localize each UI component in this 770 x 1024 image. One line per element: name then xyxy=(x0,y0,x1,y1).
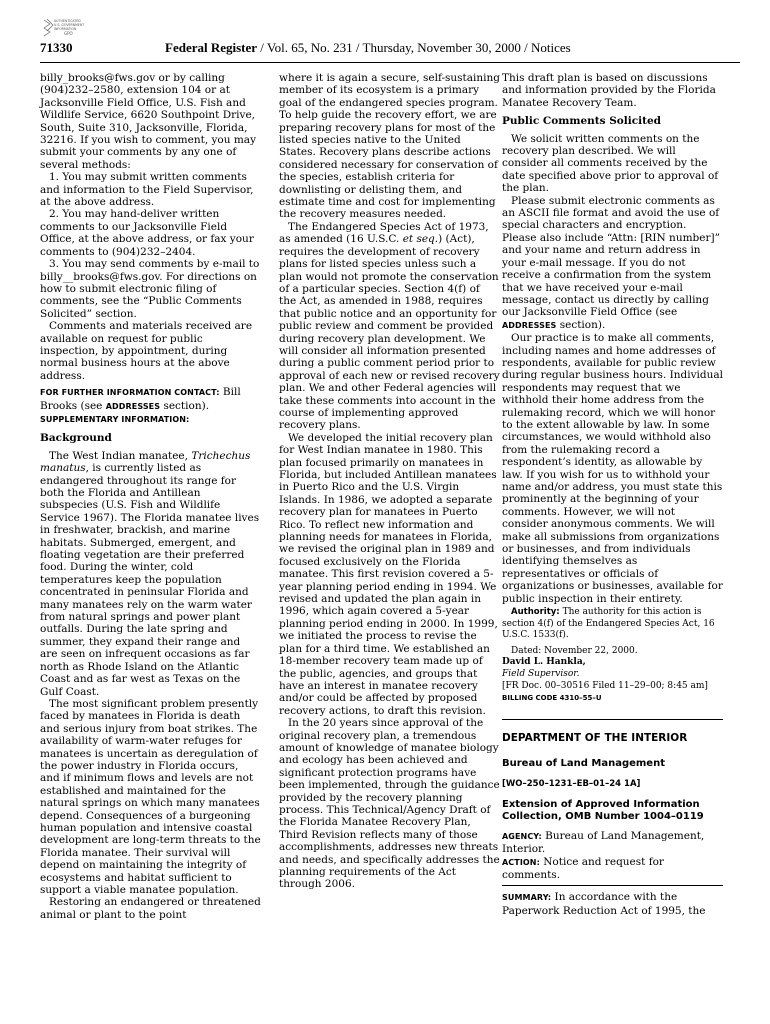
column-3 xyxy=(502,72,723,917)
summary-line xyxy=(502,891,723,917)
addresses-ref: ADDRESSES xyxy=(105,401,161,411)
docket-number: [WO–250–1231–EB–01–24 1A] xyxy=(502,779,641,790)
authority-label: Authority: xyxy=(511,607,560,618)
authority-text: The authority for this action is section 4(f) of the Endangered Species Act, 16 U.S.C. 1533(f). xyxy=(502,607,715,641)
bureau-heading: Bureau of Land Management xyxy=(502,758,665,770)
publication-name: Federal Register xyxy=(165,40,258,55)
agency-line xyxy=(502,830,723,856)
text: ) (Act), requires the development of recovery plans for listed species unless such a plan would not promote the conservation of a particular species. Section 4(f) of the Act, as amended in 1988, requires that public notice and an opportunity for public review and comment be provided during recovery plan development. We will consider all information presented during a public comment period prior to approval of each new or revised recovery plan. We and other Federal agencies will take these comments into account in the course of implementing approved recovery plans. xyxy=(279,233,500,432)
paragraph xyxy=(40,450,261,698)
paragraph: We developed the initial recovery plan for West Indian manatee in 1980. This plan focused primarily on manatees in Florida, but included Antillean manatees in Puerto Rico and the U.S. Virgin Islands. In 1986, we adopted a separate recovery plan for manatees in Puerto Rico. To reflect new information and planning needs for manatees in Florida, we revised the original plan in 1989 and focused exclusively on the Florida manatee. This first revision covered a 5-year planning period ending in 1994. We revised and updated the plan again in 1996, which again covered a 5-year planning period ending in 2000. In 1999, we initiated the process to revise the plan for a third time. We established an 18-member recovery team made up of the public, agencies, and groups that have an interest in manatee recovery and/or could be affected by proposed recovery actions, to draft this revision. xyxy=(279,431,498,717)
paragraph: Restoring an endangered or threatened animal or plant to the point xyxy=(40,896,261,921)
further-info-end: section). xyxy=(160,399,210,412)
paragraph: We solicit written comments on the recovery plan described. We will consider all comments received by the date specified above prior to approval of the plan. xyxy=(502,132,719,195)
svg-text:GPO: GPO xyxy=(64,31,73,36)
paragraph: 3. You may send comments by e-mail to billy__brooks@fws.gov. For directions on how to submit electronic filing of comments, see the “Public Comments Solicited” section. xyxy=(40,258,260,320)
summary-divider xyxy=(502,885,723,886)
column-2 xyxy=(279,72,500,891)
text: The West Indian manatee, xyxy=(49,449,192,462)
page-number: 71330 xyxy=(40,40,73,55)
text: section). xyxy=(556,318,606,331)
summary-text: In accordance with the Paperwork Reduction Act of 1995, the xyxy=(502,891,706,917)
department-heading: DEPARTMENT OF THE INTERIOR xyxy=(502,731,688,744)
addresses-ref: ADDRESSES xyxy=(502,320,557,330)
signer-name: David L. Hankla, xyxy=(502,657,586,668)
paragraph: In the 20 years since approval of the original recovery plan, a tremendous amount of knowledge of manatee biology and ecology has been achieved and significant protection programs have been implemented, through the guidance provided by the recovery planning process. This Technical/Agency Draft of the Florida Manatee Recovery Plan, Third Revision reflects many of those accomplishments, addresses new threats and needs, and specifically addresses the planning requirements of the Act through 2006. xyxy=(279,717,500,891)
background-heading: Background xyxy=(40,432,112,445)
agency-label: AGENCY: xyxy=(502,831,542,841)
paragraph: 1. You may submit written comments and information to the Field Supervisor, at the above address. xyxy=(40,171,254,209)
text: The Endangered Species Act of 1973, as amended (16 U.S.C. xyxy=(279,220,489,246)
section-divider xyxy=(502,719,723,720)
paragraph: 2. You may hand-deliver written comments to our Jacksonville Field Office, at the above address, or fax your comments to (904)232–2404. xyxy=(40,208,254,258)
issue-info: / Vol. 65, No. 231 / Thursday, November 30, 2000 / Notices xyxy=(257,40,571,55)
billing-code: BILLING CODE 4310–55–U xyxy=(502,694,602,703)
authority-paragraph xyxy=(502,607,723,642)
signer-title: Field Supervisor. xyxy=(502,669,580,680)
action-text: Notice and request for comments. xyxy=(502,855,664,882)
species-name: Trichechus manatus xyxy=(40,449,251,475)
further-info-text: Bill Brooks (see xyxy=(40,386,241,412)
page-header xyxy=(40,40,740,60)
summary-label: SUMMARY: xyxy=(502,893,552,903)
further-info-paragraph xyxy=(40,386,261,413)
svg-text:AUTHENTICATED: AUTHENTICATED xyxy=(54,19,81,23)
dated-line: Dated: November 22, 2000. xyxy=(511,645,638,656)
action-label: ACTION: xyxy=(502,857,540,867)
text: Please submit electronic comments as an ASCII file format and avoid the use of special characters and encryption. Please also include “Attn: [RIN number]” and your name and return address in your e-mail message. If you do not receive a confirmation from the system that we have received your e-mail message, contact us directly by calling our Jacksonville Field Office (see xyxy=(502,194,720,319)
fr-doc-line: [FR Doc. 00–30516 Filed 11–29–00; 8:45 am] xyxy=(502,680,708,691)
agency-text: Bureau of Land Management, Interior. xyxy=(502,829,705,856)
column-1 xyxy=(40,72,261,921)
paragraph xyxy=(502,195,723,332)
gpo-authentication-seal xyxy=(40,16,88,42)
public-comments-heading: Public Comments Solicited xyxy=(502,115,662,128)
paragraph: Our practice is to make all comments, including names and home addresses of respondents, available for public review during regular business hours. Individual respondents may request that we withhold their home address from the rulemaking record, which we will honor to the extent allowable by law. In some circumstances, we would withhold also from the rulemaking record a respondent’s identity, as allowable by law. If you wish for us to withhold your name and/or address, you must state this prominently at the beginning of your comments. However, we will not consider anonymous comments. We will make all submissions from organizations or businesses, and from individuals identifying themselves as representatives or officials of organizations or businesses, available for public inspection in their entirety. xyxy=(502,332,724,605)
paragraph: This draft plan is based on discussions and information provided by the Florida Manatee Recovery Team. xyxy=(502,72,716,109)
svg-text:U.S. GOVERNMENT: U.S. GOVERNMENT xyxy=(54,23,85,27)
paragraph: The most significant problem presently faced by manatees in Florida is death and serious injury from boat strikes. The availability of warm-water refuges for manatees is uncertain as deregulation of the power industry in Florida occurs, and if minimum flows and levels are not established and maintained for the natural springs on which many manatees depend. Consequences of a burgeoning human population and intensive coastal development are long-term threats to the Florida manatee. Their survival will depend on maintaining the integrity of ecosystems and habitat sufficient to support a viable manatee population. xyxy=(40,697,261,896)
action-line xyxy=(502,856,723,882)
paragraph: billy_brooks@fws.gov or by calling (904)232–2580, extension 104 or at Jacksonville Field Office, U.S. Fish and Wildlife Service, 6620 Southpoint Drive, South, Suite 310, Jacksonville, Florida, 32216. If you wish to comment, you may submit your comments by any one of several methods: xyxy=(40,72,257,171)
paragraph: where it is again a secure, self-sustaining member of its ecosystem is a primary goal of the endangered species program. To help guide the recovery effort, we are preparing recovery plans for most of the listed species native to the United States. Recovery plans describe actions considered necessary for conservation of the species, establish criteria for downlisting or delisting them, and estimate time and cost for implementing the recovery measures needed. xyxy=(279,72,500,221)
running-header xyxy=(165,40,571,56)
citation-italic: et seq. xyxy=(402,233,439,246)
header-rule xyxy=(40,62,740,63)
further-info-label: FOR FURTHER INFORMATION CONTACT: xyxy=(40,388,220,398)
supplementary-label: SUPPLEMENTARY INFORMATION: xyxy=(40,414,190,424)
paragraph xyxy=(279,221,500,432)
text: , is currently listed as endangered throughout its range for both the Florida and Antillean subspecies (U.S. Fish and Wildlife Service 1967). The Florida manatee lives in freshwater, brackish, and marine habitats. Submerged, emergent, and floating vegetation are their preferred food. During the winter, cold temperatures keep the population concentrated in peninsular Florida and many manatees rely on the warm water from natural springs and power plant outfalls. During the late spring and summer, they expand their range and are seen on infrequent occasions as far north as Rhode Island on the Atlantic Coast and as far west as Texas on the Gulf Coast. xyxy=(40,462,260,698)
document-title: Extension of Approved Information Collection, OMB Number 1004–0119 xyxy=(502,798,704,823)
paragraph: Comments and materials received are available on request for public inspection, by appointment, during normal business hours at the above address. xyxy=(40,320,253,382)
svg-text:INFORMATION: INFORMATION xyxy=(54,27,77,31)
supplementary-info xyxy=(40,413,261,426)
